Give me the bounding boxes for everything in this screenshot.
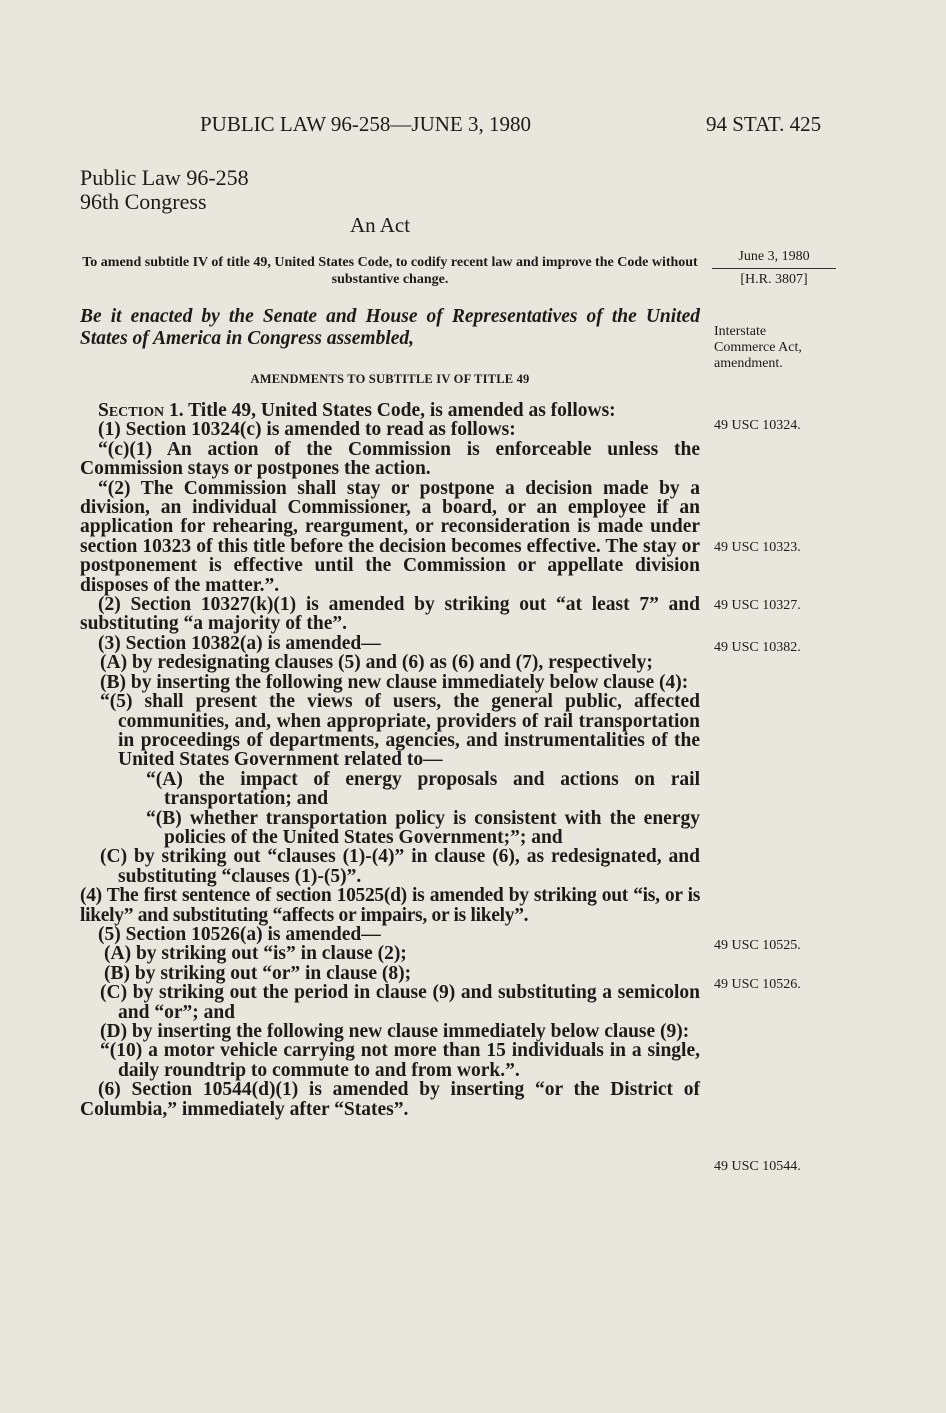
- public-law-number: Public Law 96-258: [80, 165, 249, 190]
- section-heading: AMENDMENTS TO SUBTITLE IV OF TITLE 49: [250, 372, 530, 386]
- clause-paragraph: (C) by striking out the period in clause (9) and substituting a semicolon and “or”; and: [100, 982, 700, 1023]
- clause-paragraph: (A) by striking out “is” in clause (2);: [104, 943, 407, 965]
- section-paragraph: (4) The first sentence of section 10525(d) is amended by striking out “is, or is likely” and substituting “affects or impairs, or is likely”.: [80, 885, 700, 926]
- section-paragraph: Section 1. Title 49, United States Code, is amended as follows:: [98, 400, 616, 421]
- section-label: Section 1.: [98, 400, 184, 421]
- section-paragraph: (6) Section 10544(d)(1) is amended by inserting “or the District of Columbia,” immediately after “States”.: [80, 1079, 700, 1120]
- quoted-clause: “(5) shall present the views of users, the general public, affected communities, and, when appropriate, providers of rail transportation in proceedings of departments, agencies, and instrumentalities of the United States Government related to—: [100, 691, 700, 771]
- running-header-title: PUBLIC LAW 96-258—JUNE 3, 1980: [200, 112, 532, 136]
- section-paragraph: (1) Section 10324(c) is amended to read as follows:: [98, 419, 516, 441]
- margin-note-citation: 49 USC 10327.: [714, 598, 801, 613]
- margin-note-citation: 49 USC 10324.: [714, 418, 801, 433]
- margin-note-citation: 49 USC 10526.: [714, 977, 801, 992]
- clause-paragraph: (A) by redesignating clauses (5) and (6) as (6) and (7), respectively;: [100, 652, 653, 674]
- congress-label: 96th Congress: [80, 189, 207, 214]
- statutory-text: [80, 401, 700, 1119]
- statute-page-number: 94 STAT. 425: [706, 112, 822, 136]
- margin-note-citation: 49 USC 10544.: [714, 1159, 801, 1174]
- act-label: An Act: [350, 213, 411, 237]
- quoted-clause: “(10) a motor vehicle carrying not more than 15 individuals in a single, daily roundtrip to commute to and from work.”.: [100, 1040, 700, 1081]
- date-divider: [712, 268, 836, 269]
- quoted-paragraph: “(c)(1) An action of the Commission is enforceable unless the Commission stays or postpones the action.: [80, 438, 700, 480]
- section-paragraph: (2) Section 10327(k)(1) is amended by striking out “at least 7” and substituting “a majority of the”.: [80, 594, 700, 635]
- clause-paragraph: (D) by inserting the following new clause immediately below clause (9):: [100, 1021, 690, 1042]
- clause-paragraph: (B) by striking out “or” in clause (8);: [104, 962, 412, 984]
- enacting-clause: Be it enacted by the Senate and House of Representatives of the United States of America in Congress assembled,: [80, 306, 700, 349]
- margin-note: amendment.: [714, 356, 783, 371]
- enactment-date-box: [712, 247, 836, 289]
- act-purpose: To amend subtitle IV of title 49, United States Code, to codify recent law and improve the Code without substantive change.: [82, 255, 698, 287]
- margin-note-citation: 49 USC 10382.: [714, 640, 801, 655]
- quoted-subclause: “(B) whether transportation policy is consistent with the energy policies of the United States Government;”; and: [146, 807, 700, 848]
- margin-note-citation: 49 USC 10323.: [714, 540, 801, 555]
- quoted-subclause: “(A) the impact of energy proposals and actions on rail transportation; and: [146, 768, 700, 810]
- quoted-paragraph: “(2) The Commission shall stay or postpone a decision made by a division, an individual Commissioner, a board, or an employee if an application for rehearing, reargument, or reconsideration is made under section 10323 of this title before the decision becomes effective. The stay or postponement is effective until the Commission or appellate division disposes of the matter.”.: [80, 477, 700, 596]
- margin-note-citation: 49 USC 10525.: [714, 938, 801, 953]
- clause-paragraph: (B) by inserting the following new clause immediately below clause (4):: [100, 671, 689, 693]
- clause-paragraph: (C) by striking out “clauses (1)-(4)” in clause (6), as redesignated, and substituting “clauses (1)-(5)”.: [100, 846, 700, 887]
- bill-number: [H.R. 3807]: [740, 272, 808, 287]
- margin-note: Interstate: [714, 324, 767, 339]
- section-paragraph: (3) Section 10382(a) is amended—: [98, 632, 381, 654]
- section-paragraph: (5) Section 10526(a) is amended—: [98, 923, 381, 945]
- enactment-date: June 3, 1980: [738, 249, 810, 264]
- margin-note: Commerce Act,: [714, 340, 802, 355]
